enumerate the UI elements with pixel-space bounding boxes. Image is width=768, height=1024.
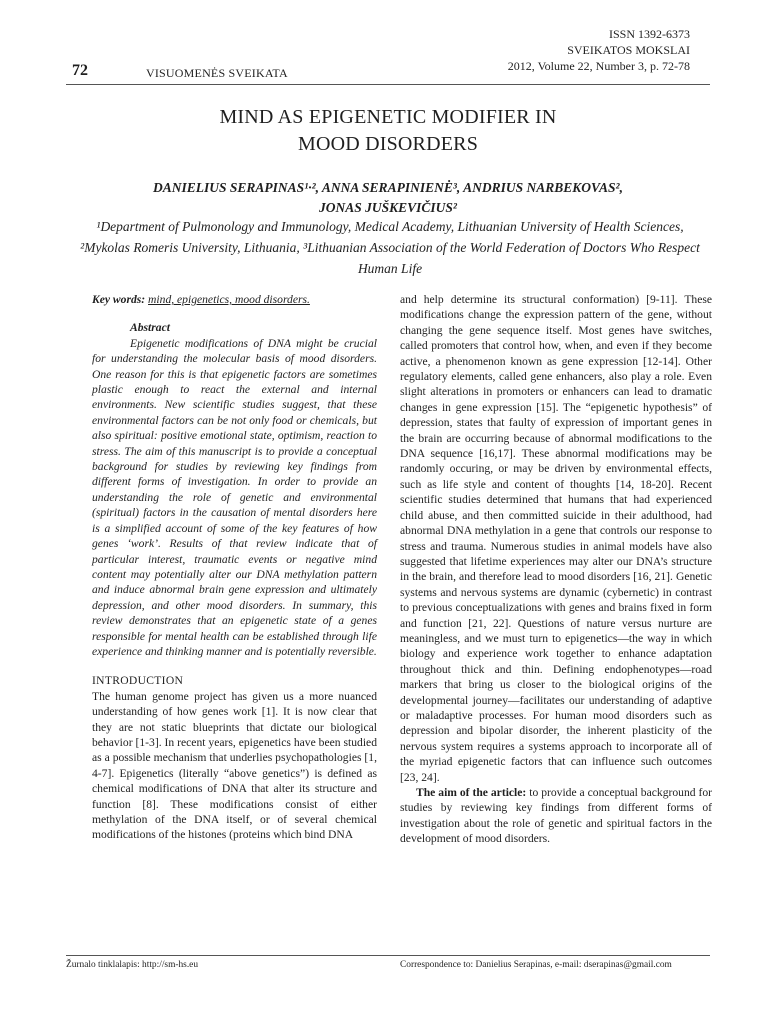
header-divider — [66, 84, 710, 85]
title-line-2: MOOD DISORDERS — [297, 133, 479, 155]
right-column — [400, 292, 712, 847]
issn: ISSN 1392-6373 — [608, 27, 690, 41]
affiliations: ¹Department of Pulmonology and Immunology, Medical Academy, Lithuanian University of Health Sciences, ²Mykolas Romeris University, Lithuania, ³Lithuanian Association of the World Federation of Doctors Who Respect Human Life — [80, 219, 700, 276]
footer-correspondence: Correspondence to: Danielius Serapinas, e-mail: dserapinas@gmail.com — [400, 960, 672, 970]
volume-info: 2012, Volume 22, Number 3, p. 72-78 — [507, 59, 690, 73]
aim-text: to provide a conceptual background for studies by reviewing key findings from different forms of investigation about the role of genetic and spiritual factors in the development of mood disorders. — [400, 786, 713, 846]
keywords-value: mind, epigenetics, mood disorders. — [148, 293, 310, 306]
abstract-heading: Abstract — [130, 321, 170, 335]
abstract-text: Epigenetic modifications of DNA might be crucial for understanding the molecular basis of mood disorders. One reason for this is that epigenetic factors are sometimes plastic enough to react the external and internal environments. New scientific studies suggest, that these environmental factors can be not only food or chemicals, but also spiritual: positive emotional state, optimism, reaction to stress. The aim of this manuscript is to provide a conceptual background for studies by reviewing key findings from different forms of investigation. In order to provide an understanding the role of genetic and environmental (spiritual) factors in the causation of mental disorders here is a simplified account of some of the key features of how genes ‘work’. Results of that review indicate that of particular interest, traumatic events or negative mind content may potentially alter our DNA methylation pattern and induce abnormal brain gene expression and ultimately depression, and other mood disorders. In summary, this review demonstrates that an epigenetic state of a genes responsible for mental health can be established through life experience and thinking manner and is potentially reversible. — [92, 336, 377, 658]
page-number: 72 — [72, 62, 88, 79]
footer-website: Žurnalo tinklalapis: http://sm-hs.eu — [66, 960, 199, 970]
introduction-text: The human genome project has given us a more nuanced understanding of how genes work [1]. It is now clear that they are not static blueprints that dictate our biological behavior [1-3]. In recent years, epigenetics have been studied as a possible mechanism that underlies psychopathologies [1, 4-7]. Epigenetics (literally “above genetics”) is defined as chemical modifications of DNA that alter its structure and function [8]. These modifications consist of either methylation of the DNA itself, or of several chemical modifications of the histones (proteins which bind DNA — [92, 689, 377, 842]
aim-label: The aim of the article: — [416, 786, 527, 799]
journal-name-left: VISUOMENĖS SVEIKATA — [146, 66, 288, 80]
authors-line-2: JONAS JUŠKEVIČIUS² — [319, 200, 457, 215]
body-paragraph: and help determine its structural conformation) [9-11]. These modifications change the expression pattern of the gene, without changing the gene sequence itself. Most genes have switches, called promoters that control how, when, and even if they become active, a phenomenon known as gene expression [12-14]. Other regulatory elements, called gene enhancers, also play a role. Even slight alterations in promoters or enhancers can lead to dramatic changes in gene expression [15]. The “epigenetic hypothesis” of depression, states that faulty of expression of important genes in the brain are occurring because of abnormal modifications to the DNA sequence [16,17]. These abnormal modifications may be randomly occuring, or may be driven by environmental effects, such as life style and content of thoughts [14, 18-20]. Recent scientific studies determined that humans that had experienced child abuse, and then committed suicide in their adulthood, had abnormal DNA methylation in a gene that controls our response to stress and trauma. Numerous studies in animal models have also suggested that lifetime experiences may alter our DNA’s structure in the brain, and therefore lead to mood disorders [16, 21]. Genetic systems and nervous systems are dynamic (cybernetic) in contrast to previous conceptualizations with genes and brains fixed in form and function [21, 22]. Questions of nature versus nurture are meaningless, and we must turn to epigenetics—the way in which biology and experience work together to enhance adaptation throughout thick and thin. Defining endophenotypes—road markers that bring us closer to the biological origins of the developmental journey—facilitates our understanding of adaptive or maladaptive processes. For human mood disorders such as depression and bipolar disorder, the inherent plasticity of the nervous system requires a systems approach to incorporate all of the myriad epigenetic factors that can influence such outcomes [23, 24]. — [400, 293, 712, 784]
authors — [66, 178, 710, 218]
journal-name-right: SVEIKATOS MOKSLAI — [567, 43, 690, 57]
keywords — [92, 292, 377, 307]
header-info — [508, 26, 690, 74]
aim-paragraph — [400, 785, 712, 847]
article-title — [66, 104, 710, 158]
introduction-heading: INTRODUCTION — [92, 674, 184, 688]
footer-divider — [66, 955, 710, 956]
keywords-label: Key words: — [92, 293, 146, 306]
authors-line-1: DANIELIUS SERAPINAS¹·², ANNA SERAPINIENĖ³, ANDRIUS NARBEKOVAS², — [153, 180, 623, 195]
title-line-1: MIND AS EPIGENETIC MODIFIER IN — [219, 106, 557, 128]
left-column — [92, 292, 377, 843]
